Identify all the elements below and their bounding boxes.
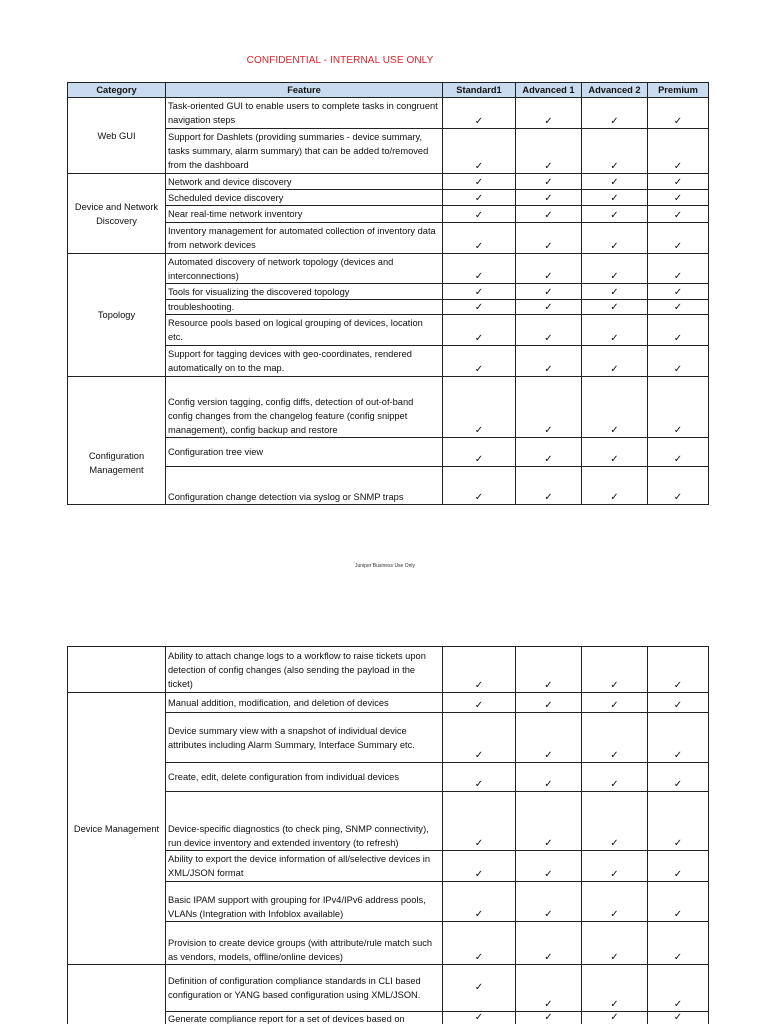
check-advanced1: ✓: [516, 300, 582, 315]
feature-cell: Config version tagging, config diffs, detection of out-of-band config changes from the changelog feature (config snippet management), config backup and restore: [166, 377, 443, 438]
feature-cell: Tools for visualizing the discovered topology: [166, 284, 443, 300]
check-premium: ✓: [648, 647, 709, 693]
check-standard1: ✓: [443, 206, 516, 223]
check-advanced1: ✓: [516, 713, 582, 763]
check-advanced2: ✓: [582, 763, 648, 792]
check-premium: ✓: [648, 254, 709, 284]
check-standard1: ✓: [443, 467, 516, 505]
check-standard1: ✓: [443, 377, 516, 438]
check-premium: ✓: [648, 190, 709, 206]
check-advanced1: ✓: [516, 763, 582, 792]
confidential-banner: CONFIDENTIAL - INTERNAL USE ONLY: [246, 55, 434, 66]
check-standard1: ✓: [443, 346, 516, 377]
check-standard1: ✓: [443, 647, 516, 693]
feature-cell: Ability to attach change logs to a workflow to raise tickets upon detection of config changes (also sending the payload in the ticket): [166, 647, 443, 693]
check-premium: ✓: [648, 851, 709, 882]
check-advanced2: ✓: [582, 882, 648, 922]
table-row: [68, 377, 709, 438]
check-advanced1: ✓: [516, 174, 582, 190]
table-header-row: [68, 83, 709, 98]
check-advanced1: ✓: [516, 1012, 582, 1024]
check-advanced1: ✓: [516, 851, 582, 882]
check-premium: ✓: [648, 467, 709, 505]
check-standard1: ✓: [443, 965, 516, 1012]
check-advanced2: ✓: [582, 129, 648, 174]
check-premium: ✓: [648, 713, 709, 763]
check-advanced2: ✓: [582, 315, 648, 346]
category-device-management: Device Management: [68, 693, 166, 965]
feature-cell: Create, edit, delete configuration from individual devices: [166, 763, 443, 792]
table-row: [68, 98, 709, 129]
check-advanced1: ✓: [516, 438, 582, 467]
check-standard1: ✓: [443, 223, 516, 254]
check-advanced2: ✓: [582, 206, 648, 223]
check-standard1: ✓: [443, 300, 516, 315]
category-topology: Topology: [68, 254, 166, 377]
check-advanced2: ✓: [582, 467, 648, 505]
check-standard1: ✓: [443, 98, 516, 129]
feature-table-1: [67, 82, 709, 505]
check-standard1: ✓: [443, 315, 516, 346]
check-advanced1: ✓: [516, 315, 582, 346]
check-standard1: ✓: [443, 1012, 516, 1024]
check-premium: ✓: [648, 129, 709, 174]
feature-cell: Manual addition, modification, and deletion of devices: [166, 693, 443, 713]
table-row: [68, 693, 709, 713]
feature-cell: Resource pools based on logical grouping of devices, location etc.: [166, 315, 443, 346]
check-standard1: ✓: [443, 129, 516, 174]
check-advanced1: ✓: [516, 922, 582, 965]
check-advanced2: ✓: [582, 693, 648, 713]
table-row: [68, 174, 709, 190]
check-premium: ✓: [648, 693, 709, 713]
check-advanced1: ✓: [516, 254, 582, 284]
check-advanced2: ✓: [582, 647, 648, 693]
check-premium: ✓: [648, 300, 709, 315]
check-premium: ✓: [648, 1012, 709, 1024]
check-advanced2: ✓: [582, 713, 648, 763]
check-advanced2: ✓: [582, 254, 648, 284]
check-advanced1: ✓: [516, 129, 582, 174]
category-cell-continued: [68, 647, 166, 693]
table-row: [68, 965, 709, 1012]
feature-cell: Device summary view with a snapshot of individual device attributes including Alarm Summary, Interface Summary etc.: [166, 713, 443, 763]
header-feature: Feature: [166, 83, 443, 98]
check-advanced2: ✓: [582, 792, 648, 851]
check-standard1: ✓: [443, 851, 516, 882]
check-standard1: ✓: [443, 763, 516, 792]
feature-cell: Scheduled device discovery: [166, 190, 443, 206]
feature-cell: Task-oriented GUI to enable users to complete tasks in congruent navigation steps: [166, 98, 443, 129]
feature-cell: Device-specific diagnostics (to check ping, SNMP connectivity), run device inventory and extended inventory (to refresh): [166, 792, 443, 851]
feature-cell: Automated discovery of network topology (devices and interconnections): [166, 254, 443, 284]
check-advanced2: ✓: [582, 223, 648, 254]
feature-cell: Configuration tree view: [166, 438, 443, 467]
check-advanced1: ✓: [516, 377, 582, 438]
feature-cell: Support for tagging devices with geo-coordinates, rendered automatically on to the map.: [166, 346, 443, 377]
check-premium: ✓: [648, 174, 709, 190]
category-web-gui: Web GUI: [68, 98, 166, 174]
check-premium: ✓: [648, 792, 709, 851]
header-category: Category: [68, 83, 166, 98]
check-advanced1: ✓: [516, 467, 582, 505]
check-advanced2: ✓: [582, 98, 648, 129]
check-advanced1: ✓: [516, 882, 582, 922]
check-premium: ✓: [648, 98, 709, 129]
feature-cell: Generate compliance report for a set of devices based on: [166, 1012, 443, 1024]
check-premium: ✓: [648, 965, 709, 1012]
feature-cell: Support for Dashlets (providing summaries - device summary, tasks summary, alarm summary) that can be added to/removed from the dashboard: [166, 129, 443, 174]
check-premium: ✓: [648, 763, 709, 792]
feature-table-2: [67, 646, 709, 1024]
table-row: [68, 254, 709, 284]
check-advanced1: ✓: [516, 693, 582, 713]
check-standard1: ✓: [443, 693, 516, 713]
header-premium: Premium: [648, 83, 709, 98]
category-device-network-discovery: Device and Network Discovery: [68, 174, 166, 254]
check-advanced1: ✓: [516, 965, 582, 1012]
check-premium: ✓: [648, 223, 709, 254]
check-advanced2: ✓: [582, 438, 648, 467]
check-premium: ✓: [648, 284, 709, 300]
check-advanced1: ✓: [516, 792, 582, 851]
check-premium: ✓: [648, 206, 709, 223]
feature-cell: Network and device discovery: [166, 174, 443, 190]
check-advanced1: ✓: [516, 190, 582, 206]
check-advanced2: ✓: [582, 284, 648, 300]
feature-cell: Provision to create device groups (with attribute/rule match such as vendors, models, offline/online devices): [166, 922, 443, 965]
check-advanced1: ✓: [516, 346, 582, 377]
check-premium: ✓: [648, 882, 709, 922]
feature-cell: Basic IPAM support with grouping for IPv4/IPv6 address pools, VLANs (Integration with Infoblox available): [166, 882, 443, 922]
check-premium: ✓: [648, 438, 709, 467]
feature-cell: Definition of configuration compliance standards in CLI based configuration or YANG based configuration using XML/JSON.: [166, 965, 443, 1012]
check-advanced2: ✓: [582, 174, 648, 190]
check-standard1: ✓: [443, 190, 516, 206]
check-advanced2: ✓: [582, 346, 648, 377]
check-standard1: ✓: [443, 438, 516, 467]
feature-cell: Configuration change detection via syslog or SNMP traps: [166, 467, 443, 505]
check-standard1: ✓: [443, 174, 516, 190]
category-cell-compliance: [68, 965, 166, 1024]
header-standard1: Standard1: [443, 83, 516, 98]
check-advanced1: ✓: [516, 98, 582, 129]
check-standard1: ✓: [443, 254, 516, 284]
check-standard1: ✓: [443, 922, 516, 965]
check-advanced1: ✓: [516, 647, 582, 693]
feature-cell: Inventory management for automated collection of inventory data from network devices: [166, 223, 443, 254]
check-advanced1: ✓: [516, 284, 582, 300]
footer-note: Juniper Business Use Only: [354, 563, 416, 569]
check-standard1: ✓: [443, 792, 516, 851]
feature-cell: Ability to export the device information of all/selective devices in XML/JSON format: [166, 851, 443, 882]
table-row: [68, 647, 709, 693]
check-standard1: ✓: [443, 882, 516, 922]
check-advanced2: ✓: [582, 300, 648, 315]
check-advanced2: ✓: [582, 1012, 648, 1024]
check-premium: ✓: [648, 922, 709, 965]
check-advanced2: ✓: [582, 965, 648, 1012]
feature-cell: troubleshooting.: [166, 300, 443, 315]
check-standard1: ✓: [443, 284, 516, 300]
check-standard1: ✓: [443, 713, 516, 763]
check-advanced2: ✓: [582, 922, 648, 965]
category-configuration-management: Configuration Management: [68, 377, 166, 505]
check-advanced2: ✓: [582, 851, 648, 882]
check-advanced2: ✓: [582, 377, 648, 438]
header-advanced2: Advanced 2: [582, 83, 648, 98]
header-advanced1: Advanced 1: [516, 83, 582, 98]
check-premium: ✓: [648, 315, 709, 346]
check-advanced2: ✓: [582, 190, 648, 206]
check-premium: ✓: [648, 377, 709, 438]
check-advanced1: ✓: [516, 206, 582, 223]
check-advanced1: ✓: [516, 223, 582, 254]
check-premium: ✓: [648, 346, 709, 377]
feature-cell: Near real-time network inventory: [166, 206, 443, 223]
